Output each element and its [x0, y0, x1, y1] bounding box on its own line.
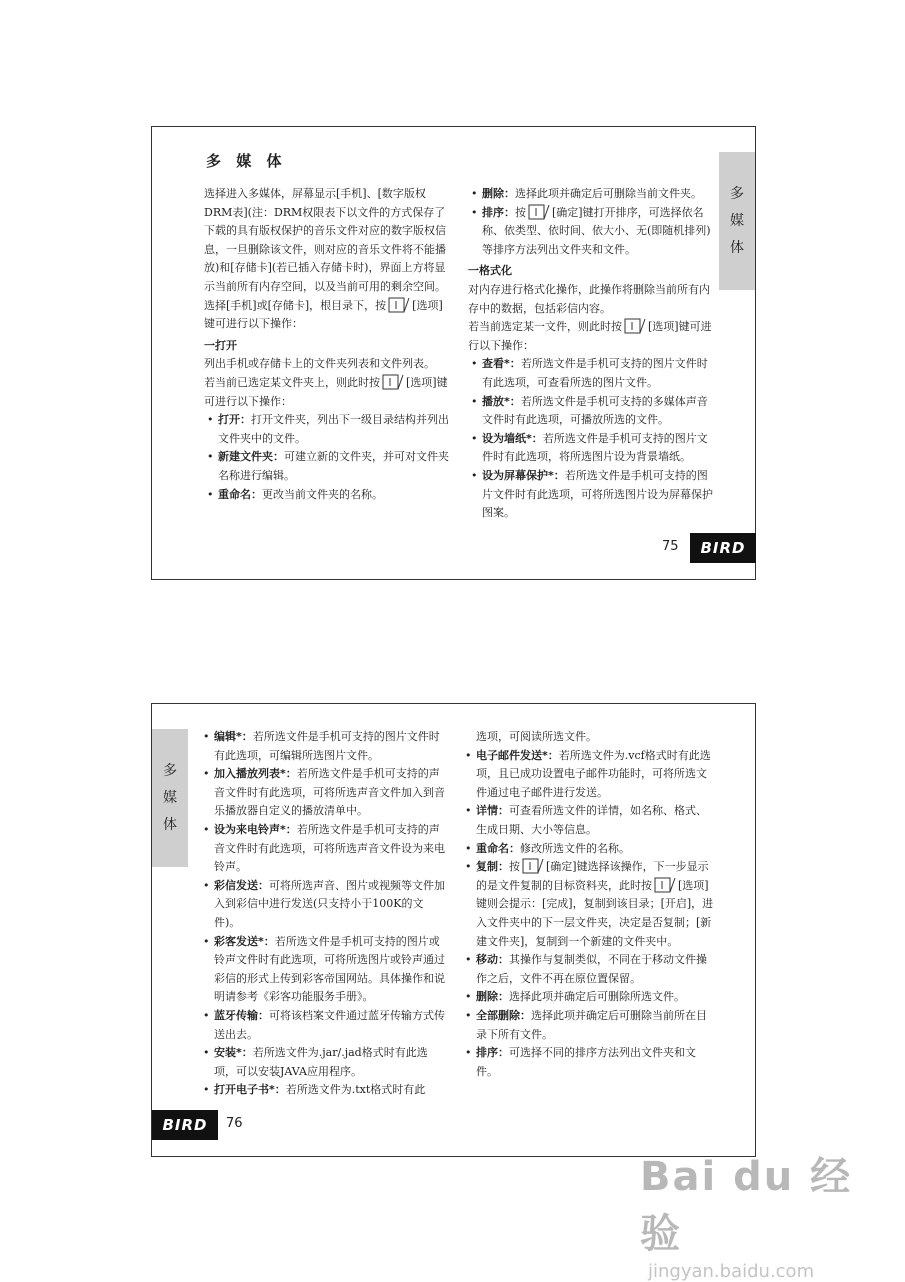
body-text: 若所选文件是手机可支持的图片文件时有此选项，可将所选图片设为屏幕保护图案。 [482, 468, 713, 520]
side-tab-char: 体 [163, 816, 177, 833]
body-text: 若所选文件为.vcf格式时有此选项，且已成功设置电子邮件功能时，可将所选文件通过电子邮件进行发送。 [476, 748, 711, 799]
list-item [468, 204, 716, 260]
list-item-label: 全部删除： [476, 1008, 531, 1022]
body-text: 可将所选声音、图片或视频等文件加入到彩信中进行发送(只支持小于100K的文件)。 [214, 878, 445, 929]
body-text: 若所选文件为.txt格式时有此 [285, 1083, 426, 1097]
list-item [462, 802, 714, 839]
section-title: 多 媒 体 [206, 152, 287, 170]
option-key-icon [388, 297, 410, 313]
left-column [204, 185, 450, 504]
list-item [462, 747, 714, 803]
subsection-heading: 一打开 [204, 338, 237, 352]
left-column [200, 728, 448, 1100]
list-item-label: 排序： [476, 1046, 509, 1060]
body-text: [选项]键可进行以下操作： [204, 375, 448, 408]
list-item-label: 加入播放列表*： [214, 767, 297, 781]
list-item [200, 933, 448, 1007]
list-item-label: 移动： [476, 953, 509, 967]
bird-logo: BIRD [690, 533, 756, 563]
paragraph: 选择进入多媒体，屏幕显示[手机]、[数字版权DRM表](注：DRM权限表下以文件的方式保存了下载的具有版权保护的音乐文件对应的数字版权信息，一旦删除该文件，则对应的音乐文件将不能播放)和[存储卡](若已插入存储卡时)，界面上方将显示当前所有内存空间，以及当前可用的剩余空间。 [204, 187, 446, 293]
list-item [200, 1044, 448, 1081]
list-item [204, 486, 450, 505]
list-item [468, 185, 716, 204]
page-number: 75 [662, 539, 679, 554]
side-tab-char: 多 [163, 762, 177, 779]
list-item [462, 1044, 714, 1081]
side-tab-char: 媒 [730, 212, 744, 229]
body-text: 按 [509, 860, 520, 874]
list-item [200, 877, 448, 933]
body-text: 其操作与复制类似，不同在于移动文件操作之后，文件不再在原位置保留。 [476, 953, 707, 985]
page-number: 76 [226, 1116, 243, 1131]
list-item-label: 蓝牙传输： [214, 1008, 269, 1022]
list-item-label: 复制： [476, 860, 509, 874]
list-item [462, 951, 714, 988]
body-text: 若当前选定某一文件，则此时按 [468, 320, 622, 334]
body-text: 选择此项并确定后可删除所选文件。 [509, 990, 685, 1004]
paragraph [204, 297, 450, 334]
body-text: 打开文件夹，列出下一级目录结构并列出文件夹中的文件。 [218, 413, 449, 445]
list-item-label: 删除： [476, 990, 509, 1004]
body-text: 若所选文件是手机可支持的多媒体声音文件时有此选项，可播放所选的文件。 [482, 394, 708, 427]
body-text: 更改当前文件夹的名称。 [262, 487, 383, 501]
paragraph: 列出手机或存储卡上的文件夹列表和文件列表。 [204, 357, 435, 371]
list-item-label: 新建文件夹： [218, 450, 284, 464]
side-tab-char: 多 [730, 185, 744, 202]
list-item-label: 重命名： [218, 487, 262, 501]
list-item [204, 411, 450, 448]
body-text: 若所选文件是手机可支持的声音文件时有此选项，可将所选声音文件设为来电铃声。 [214, 822, 445, 874]
list-item-label: 安装*： [214, 1046, 253, 1060]
body-text: 选择此项并确定后可删除当前所在目录下所有文件。 [476, 1008, 707, 1041]
list-item-label: 查看*： [482, 357, 521, 371]
option-key-icon [522, 858, 544, 874]
body-text: 选择此项并确定后可删除当前文件夹。 [515, 187, 702, 200]
list-item-label: 播放*： [482, 394, 521, 408]
manual-page-75 [151, 126, 756, 580]
list-item-label: 电子邮件发送*： [476, 748, 559, 762]
option-key-icon [528, 204, 550, 220]
paragraph: 选项，可阅读所选文件。 [476, 730, 597, 743]
body-text: [确定]键选择该操作，下一步显示的是文件复制的目标资料夹，此时按 [476, 860, 709, 892]
bird-logo: BIRD [152, 1110, 218, 1140]
body-text: 修改所选文件的名称。 [520, 841, 630, 855]
list-item-label: 设为来电铃声*： [214, 822, 297, 836]
side-tab-char: 体 [730, 239, 744, 256]
list-item [468, 355, 716, 392]
list-item-label: 详情： [476, 804, 509, 818]
body-text: 可建立新的文件夹，并可对文件夹名称进行编辑。 [218, 450, 449, 482]
list-item [200, 728, 448, 765]
body-text: [选项]键则会提示：[完成]，复制到该目录；[开启]，进入文件夹中的下一层文件夹，决定是否复制；[新建文件夹]，复制到一个新建的文件夹中。 [476, 878, 714, 948]
body-text: [选项]键可进行以下操作： [468, 320, 712, 352]
list-item [200, 765, 448, 821]
list-item-label: 编辑*： [214, 730, 253, 743]
list-item-label: 打开电子书*： [214, 1083, 286, 1097]
list-item [468, 430, 716, 467]
option-key-icon [624, 318, 646, 334]
body-text: 可将该档案文件通过蓝牙传输方式传送出去。 [214, 1008, 445, 1041]
paragraph: 对内存进行格式化操作，此操作将删除当前所有内存中的数据，包括彩信内容。 [468, 282, 710, 315]
list-item-label: 打开： [218, 413, 251, 427]
list-item-label: 设为屏幕保护*： [482, 468, 565, 482]
body-text: 若所选文件是手机可支持的图片或铃声文件时有此选项，可将所选图片或铃声通过彩信的形式上传到彩客帝国网站。具体操作和说明请参考《彩客功能服务手册》。 [214, 934, 445, 1004]
subsection-heading: 一格式化 [468, 264, 512, 278]
list-item [204, 448, 450, 485]
side-tab [152, 729, 188, 867]
list-item [462, 988, 714, 1007]
body-text: 若当前已选定某文件夹上，则此时按 [204, 375, 380, 389]
list-item-label: 彩客发送*： [214, 934, 275, 948]
list-item-label: 重命名： [476, 841, 520, 855]
list-item [462, 858, 714, 951]
body-text: 若所选文件是手机可支持的声音文件时有此选项，可将所选声音文件加入到音乐播放器自定义的播放清单中。 [214, 767, 445, 818]
body-text: 可查看所选文件的详情，如名称、格式、生成日期、大小等信息。 [476, 804, 707, 836]
watermark-logo: Bai du 经验 [640, 1154, 853, 1257]
body-text: 若所选文件为.jar/.jad格式时有此选项，可以安装JAVA应用程序。 [214, 1046, 428, 1078]
list-item-label: 排序： [482, 205, 515, 219]
list-item [468, 467, 716, 523]
side-tab [719, 152, 755, 290]
body-text: 可选择不同的排序方法列出文件夹和文件。 [476, 1046, 696, 1078]
option-key-icon [654, 877, 676, 893]
watermark-url: jingyan.baidu.com [648, 1261, 815, 1282]
side-tab-char: 媒 [163, 789, 177, 806]
list-item [200, 1081, 448, 1100]
list-item [468, 393, 716, 430]
list-item-label: 设为墙纸*： [482, 431, 543, 445]
list-item [200, 1007, 448, 1044]
list-item-label: 彩信发送： [214, 878, 269, 892]
list-item-label: 删除： [482, 187, 515, 200]
body-text: [选项]键可进行以下操作： [204, 298, 443, 331]
body-text: 按 [515, 205, 526, 219]
right-column [468, 185, 716, 523]
body-text: 若所选文件是手机可支持的图片文件时有此选项，可编辑所选图片文件。 [214, 730, 440, 762]
paragraph [204, 374, 450, 411]
list-item [462, 840, 714, 859]
paragraph [468, 318, 716, 355]
baidu-watermark [640, 1145, 870, 1282]
body-text: 若所选文件是手机可支持的图片文件时有此选项，将所选图片设为背景墙纸。 [482, 431, 708, 464]
body-text: [确定]键打开排序，可选择依名称、依类型、依时间、依大小、无(即随机排列)等排序方法列出文件夹和文件。 [482, 205, 711, 256]
list-item [200, 821, 448, 877]
body-text: 选择[手机]或[存储卡]，根目录下，按 [204, 298, 387, 312]
list-item [462, 1007, 714, 1044]
manual-page-76 [151, 703, 756, 1157]
option-key-icon [382, 374, 404, 390]
body-text: 若所选文件是手机可支持的图片文件时有此选项，可查看所选的图片文件。 [482, 357, 708, 389]
right-column [462, 728, 714, 1081]
